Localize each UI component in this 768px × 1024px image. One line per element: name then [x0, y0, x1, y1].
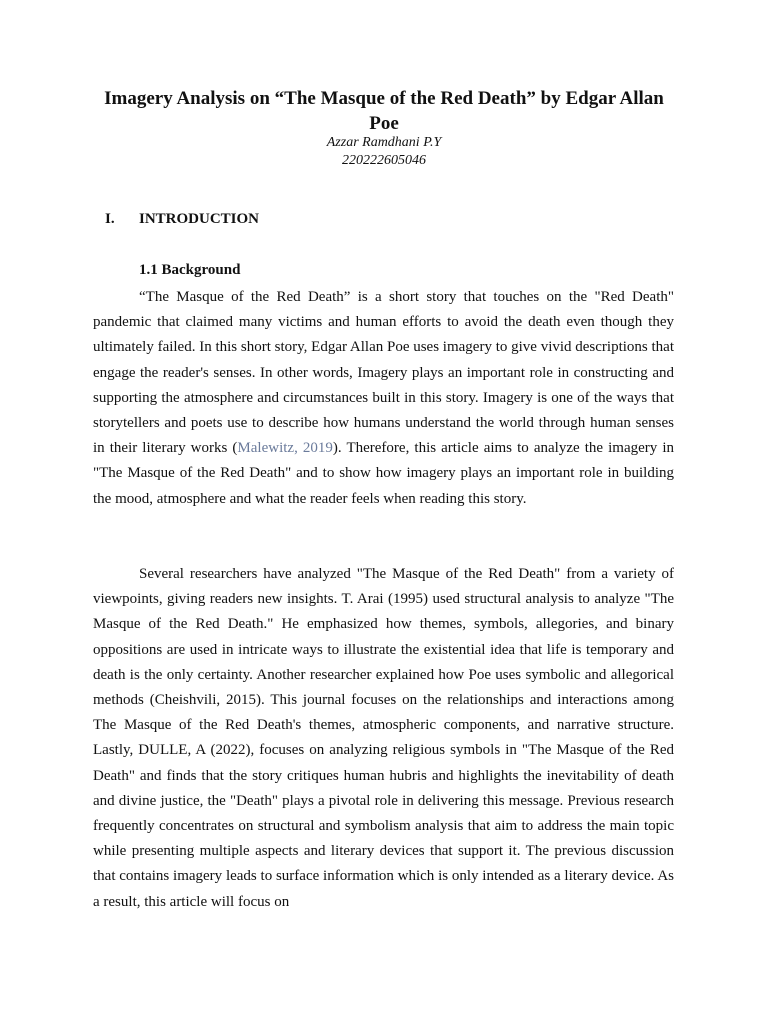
subsection-heading: 1.1 Background: [139, 262, 241, 278]
paragraph-1-text-end: ). Therefore, this article aims to analyze the imagery in "The Masque of the Red Death" and to show how imagery plays an important role in building the mood, atmosphere and what the reader feels when reading this story.: [93, 440, 674, 507]
background-paragraph-1: [93, 285, 674, 512]
section-heading: [0, 211, 768, 231]
author-name: Azzar Ramdhani P.Y: [326, 135, 442, 150]
section-title: INTRODUCTION: [139, 211, 260, 227]
citation-link[interactable]: Malewitz, 2019: [237, 440, 333, 457]
student-id: 220222605046: [342, 153, 426, 168]
paragraph-1-text-start: “The Masque of the Red Death” is a short story that touches on the "Red Death" pandemic that claimed many victims and human efforts to avoid the death even though they ultimately failed. In this short story, Edgar Allan Poe uses imagery to give vivid descriptions that engage the reader's senses. In other words, Imagery plays an important role in constructing and supporting the atmosphere and circumstances built in this story. Imagery is one of the ways that storytellers and poets use to describe how humans understand the world through human senses in their literary works (: [93, 289, 675, 457]
background-paragraph-2: Several researchers have analyzed "The Masque of the Red Death" from a variety of viewpoints, giving readers new insights. T. Arai (1995) used structural analysis to analyze "The Masque of the Red Death." He emphasized how themes, symbols, allegories, and binary oppositions are used in intricate ways to illustrate the existential idea that life is temporary and death is the only certainty. Another researcher explained how Poe uses symbolic and allegorical methods (Cheishvili, 2015). This journal focuses on the relationships and interactions among The Masque of the Red Death's themes, atmospheric components, and narrative structure. Lastly, DULLE, A (2022), focuses on analyzing religious symbols in "The Masque of the Red Death" and finds that the story critiques human hubris and highlights the inevitability of death and divine justice, the "Death" plays a pivotal role in delivering this message. Previous research frequently concentrates on structural and symbolism analysis that aim to address the main topic while presenting multiple aspects and literary devices that support it. The previous discussion that contains imagery leads to surface information which is only intended as a literary device. As a result, this article will focus on: [93, 566, 674, 910]
paper-title: Imagery Analysis on “The Masque of the Red Death” by Edgar Allan Poe: [104, 88, 664, 134]
section-number: I.: [105, 211, 115, 227]
